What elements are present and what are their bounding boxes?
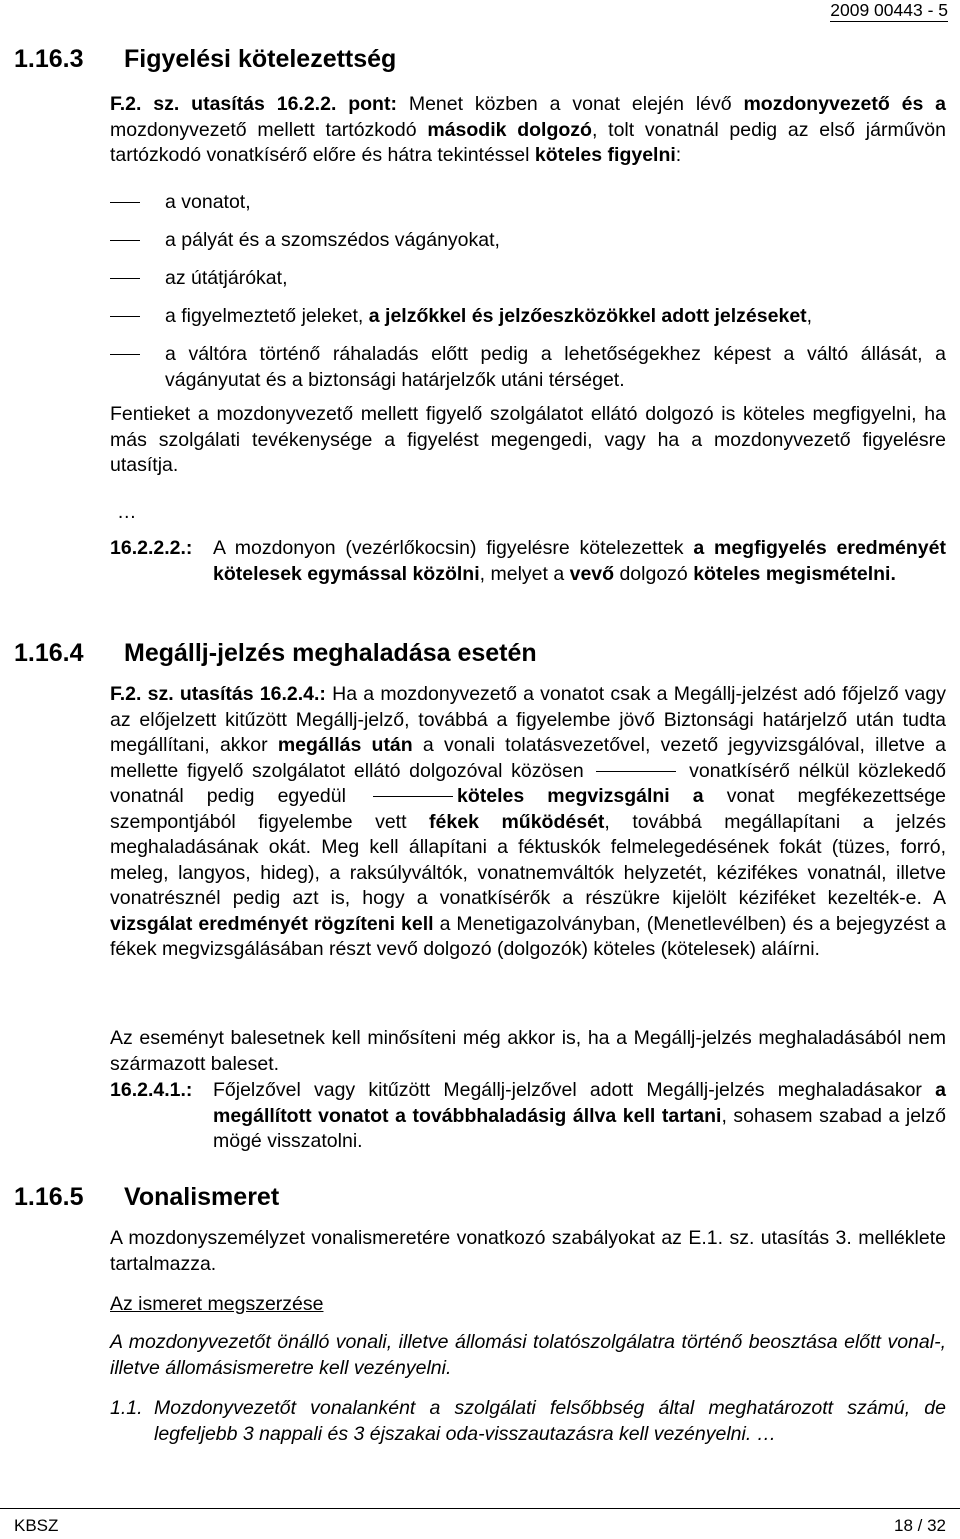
text-run: vonat megfékezettsége szempontjából figyelembe vett <box>110 785 947 833</box>
document-code: 2009 00443 - 5 <box>830 0 948 20</box>
dash-bullet-marker <box>110 202 140 203</box>
rule-number-label: 16.2.2.2.: <box>110 537 193 559</box>
section-number: 1.16.3 <box>14 45 84 73</box>
page-footer <box>0 1508 960 1535</box>
list-item: az útátjárókat, <box>165 267 288 289</box>
item-number-label: 1.1. <box>110 1397 143 1419</box>
text-run: : <box>675 144 682 166</box>
text-run: mozdonyvezető mellett tartózkodó <box>110 118 428 141</box>
dash-bullet-marker <box>110 240 140 241</box>
paragraph-assignment: A mozdonyvezetőt önálló vonali, illetve állomási tolatószolgálatra történő beosztása előtt vonal-, illetve állomásismeretre kell vezényelni. <box>110 1331 946 1379</box>
dash-rule <box>373 796 453 797</box>
section-title: Megállj-jelzés meghaladása esetén <box>124 639 537 667</box>
item-1-1-text: Mozdonyvezetőt vonalanként a szolgálati felsőbbség által meghatározott számú, de legfeljebb 3 nappali és 3 éjszakai oda-visszautazásra kell vezényelni. … <box>154 1397 946 1445</box>
bold-run: második dolgozó <box>427 118 592 141</box>
footer-left-text: KBSZ <box>14 1516 59 1535</box>
text-run: A mozdonyon (vezérlőkocsin) figyelésre kötelezettek <box>213 537 694 559</box>
text-run: a figyelmeztető jeleket, <box>165 305 369 327</box>
text-run: Ha a mozdonyvezető a vonatot csak a Megállj-jelzést adó főjelző vagy az előjelzett kitűzött Megállj-jelző, továbbá a figyelembe jövő Biztonsági határjelző után tudta megállítani, akkor <box>110 683 947 756</box>
dash-bullet-marker <box>110 278 140 279</box>
text-run: a Menetigazolványban, (Menetlevélben) és a bejegyzést a fékek megvizsgálásában részt vevő dolgozó (dolgozók) köteles (kötelesek) aláírni. <box>110 912 946 960</box>
bold-run: a megállított vonatot a továbbhaladásig állva kell tartani <box>213 1079 946 1127</box>
bold-run: vevő <box>569 562 615 585</box>
bold-run: fékek működését <box>429 810 605 833</box>
section-title: Figyelési kötelezettség <box>124 45 397 73</box>
section-number: 1.16.4 <box>14 639 84 667</box>
paragraph-16-2-4 <box>110 682 946 963</box>
rule-number-label: 16.2.4.1.: <box>110 1079 193 1101</box>
bold-run: köteles megismételni. <box>693 562 896 585</box>
bold-run: a jelzőkkel és jelzőeszközökkel adott jelzéseket <box>368 305 807 327</box>
text-run: Főjelzővel vagy kitűzött Megállj-jelzővel adott Megállj-jelzés meghaladásakor <box>213 1079 936 1101</box>
paragraph-accident-classification: Az eseményt balesetnek kell minősíteni még akkor is, ha a Megállj-jelzés meghaladásából nem származott baleset. <box>110 1027 946 1075</box>
bold-run: köteles figyelni <box>534 144 676 166</box>
page-number: 18 / 32 <box>894 1516 946 1535</box>
bold-run: a megfigyelés eredményét kötelesek egymással közölni <box>213 537 946 585</box>
list-item: a pályát és a szomszédos vágányokat, <box>165 229 500 251</box>
dash-bullet-marker <box>110 354 140 355</box>
text-run: dolgozó <box>614 562 694 585</box>
list-item: a váltóra történő ráhaladás előtt pedig a lehetőségekhez képest a váltó állását, a vágányutat és a biztonsági határjelzők utáni térséget. <box>165 343 946 391</box>
section-heading-1-16-3 <box>14 44 396 74</box>
list-item: a vonatot, <box>165 191 251 213</box>
section-heading-1-16-4 <box>14 638 537 668</box>
reference-label: F.2. sz. utasítás 16.2.4.: <box>110 683 326 705</box>
paragraph-16-2-2 <box>110 92 946 169</box>
text-run: Menet közben a vonat elején lévő <box>396 93 744 115</box>
section-number: 1.16.5 <box>14 1183 84 1211</box>
ellipsis: … <box>117 501 137 523</box>
paragraph-observer-duty: Fentieket a mozdonyvezető mellett figyelő szolgálatot ellátó dolgozó is köteles megfigyelni, ha más szolgálati tevékenysége a figyelést megengedi, vagy ha a mozdonyvezető figyelésre utasítja. <box>110 403 946 476</box>
list-item <box>165 304 946 330</box>
section-heading-1-16-5 <box>14 1182 279 1212</box>
dash-bullet-marker <box>110 316 140 317</box>
paragraph-line-knowledge: A mozdonyszemélyzet vonalismeretére vonatkozó szabályokat az E.1. sz. utasítás 3. melléklete tartalmazza. <box>110 1227 946 1275</box>
rule-16-2-2-2-text <box>213 536 946 587</box>
bold-run: vizsgálat eredményét rögzíteni kell <box>110 912 434 935</box>
text-run: a vonali tolatásvezetővel, vezető jegyvizsgálóval, illetve a mellette figyelő szolgálatot ellátó dolgozóval közösen <box>110 734 947 782</box>
text-run: , továbbá megállapítani a jelzés meghaladásának okát. Meg kell állapítani a féktuskók felmelegedésének fokát (tüzes, forró, meleg, langyos, hideg), a raksúlyváltók, vonatnemváltók helyzetét, kézifékes vonatnál, illetve vonatrésznél pedig azt is, hogy a vonatkísérők a részükre kijelölt kéziféket kezelték-e. A <box>110 810 946 909</box>
subheading: Az ismeret megszerzése <box>110 1293 324 1315</box>
text-run: , melyet a <box>479 562 570 585</box>
dash-rule <box>596 771 676 772</box>
section-title: Vonalismeret <box>124 1183 280 1211</box>
bold-run: mozdonyvezető és a <box>743 93 947 115</box>
bold-run: köteles megvizsgálni a <box>456 785 704 807</box>
bold-run: megállás után <box>277 734 413 756</box>
text-run: , sohasem szabad a jelző mögé visszatolni. <box>213 1104 946 1152</box>
rule-16-2-4-1-text <box>213 1078 946 1155</box>
reference-label: F.2. sz. utasítás 16.2.2. pont: <box>110 93 397 115</box>
text-run: , tolt vonatnál pedig az első járművön tartózkodó vonatkísérő előre és hátra tekintéssel <box>110 118 946 166</box>
text-run: , <box>806 305 813 327</box>
text-run: vonatkísérő nélkül közlekedő vonatnál pedig egyedül <box>110 759 946 807</box>
